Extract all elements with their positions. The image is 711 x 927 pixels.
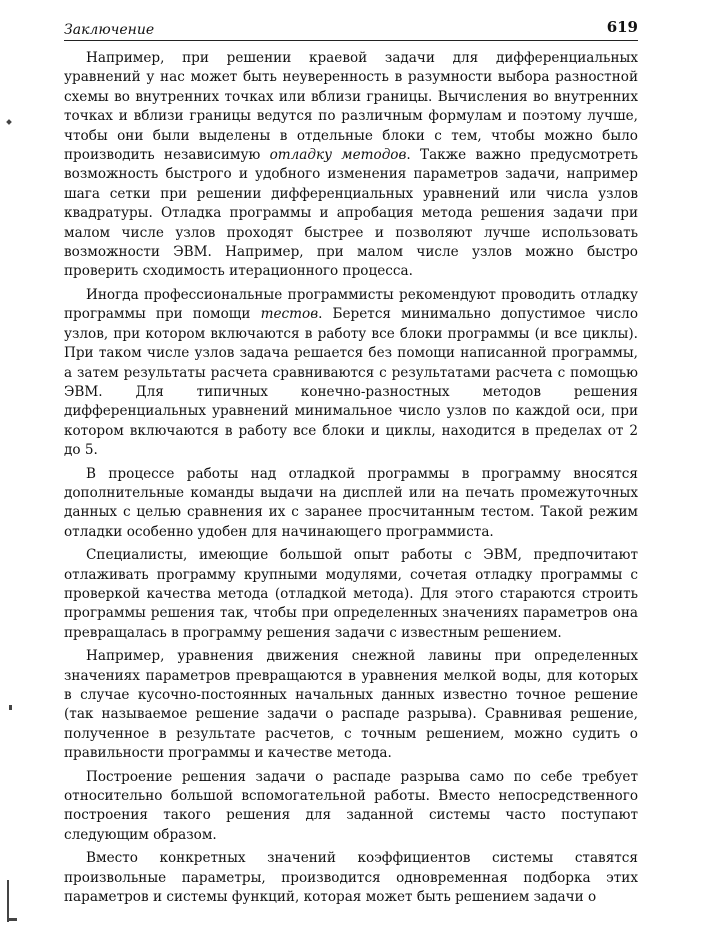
page-body [64,49,638,911]
scan-mark-bottom-tick [7,918,17,921]
paragraph-3 [64,465,638,543]
scan-mark-bottom-left [7,880,9,922]
paragraph-2-emphasis: тестов [260,306,319,323]
paragraph-7-text: Вместо конкретных значений коэффициентов системы ставятся произвольные параметры, производится одновременная подборка этих параметров и системы функций, которая может быть решением задачи о [64,850,638,906]
paragraph-1 [64,49,638,282]
paragraph-6 [64,768,638,846]
running-header [64,19,638,41]
paragraph-1-text-a: Например, при решении краевой задачи для дифференциальных уравнений у нас может быть неуверенность в разумности выбора разностной схемы во внутренних точках или вблизи границы. Вычисления во внутренних точках и вблизи границы ведутся по различным формулам и поэтому лучше, чтобы они были выделены в отдельные блоки с тем, чтобы можно было производить независимую [64,50,638,164]
scan-mark-middle-left [9,705,12,710]
paragraph-5 [64,647,638,763]
paragraph-2-text-b: . Берется минимально допустимое число узлов, при котором включаются в работу все блоки программы (и все циклы). При таком числе узлов задача решается без помощи написанной программы, а затем результаты расчета сравниваются с результатами расчета с помощью ЭВМ. Для типичных конечно-разностных методов решения дифференциальных уравнений минимальное число узлов по каждой оси, при котором включаются в работу все блоки и циклы, находится в пределах от 2 до 5. [64,306,639,459]
paragraph-2-text-a: Иногда профессиональные программисты рекомендуют проводить отладку программы при помощи [64,286,638,323]
paragraph-6-text: Построение решения задачи о распаде разрыва само по себе требует относительно большой вспомогательной работы. Вместо непосредственного построения такого решения для заданной системы часто поступают следующим образом. [64,768,638,843]
paragraph-7 [64,849,638,907]
paragraph-1-emphasis: отладку методов [269,147,407,164]
paragraph-3-text: В процессе работы над отладкой программы в программу вносятся дополнительные команды выдачи на дисплей или на печать промежуточных данных с целью сравнения их с заранее просчитанным тестом. Такой режим отладки особенно удобен для начинающего программиста. [64,465,638,540]
scan-mark-top-left [6,119,12,125]
paragraph-4 [64,546,638,643]
page-number: 619 [606,18,638,36]
section-title: Заключение [64,22,155,38]
paragraph-4-text: Специалисты, имеющие большой опыт работы с ЭВМ, предпочитают отлаживать программу крупными модулями, сочетая отладку программы с проверкой качества метода (отладкой метода). Для этого стараются строить программы решения так, чтобы при определенных значениях параметров она превращалась в программу решения задачи с известным решением. [64,547,638,641]
paragraph-1-text-b: . Также важно предусмотреть возможность быстрого и удобного изменения параметров задачи, например шага сетки при решении дифференциальных уравнений или числа узлов квадратуры. Отладка программы и апробация метода решения задачи при малом числе узлов проходят быстрее и позволяют лучше использовать возможности ЭВМ. Например, при малом числе узлов можно быстро проверить сходимость итерационного процесса. [64,147,638,280]
paragraph-2 [64,286,638,461]
paragraph-5-text: Например, уравнения движения снежной лавины при определенных значениях параметров превращаются в уравнения мелкой воды, для которых в случае кусочно-постоянных начальных данных известно точное решение (так называемое решение задачи о распаде разрыва). Сравнивая решение, полученное в результате расчетов, с точным решением, можно судить о правильности программы и качестве метода. [64,648,638,762]
